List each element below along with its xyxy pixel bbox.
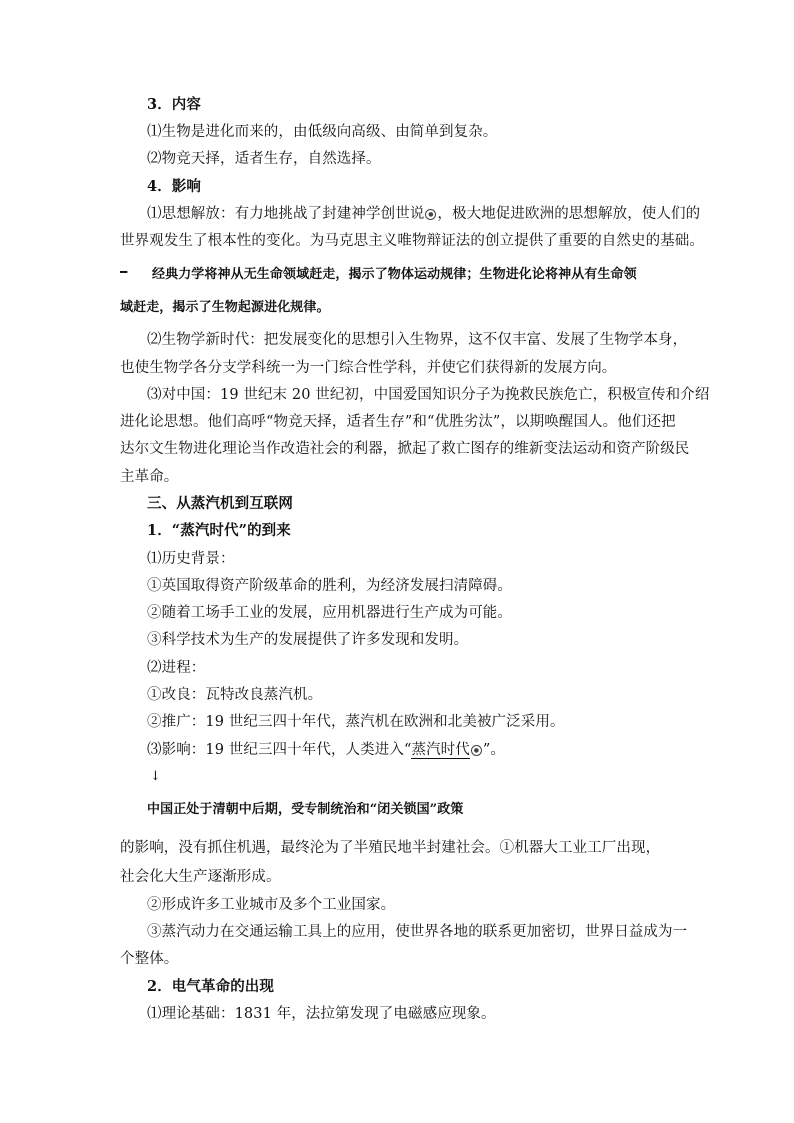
paragraph-line: ⑴生物是进化而来的，由低级向高级、由简单到复杂。 [147, 124, 498, 140]
paragraph-line: 世界观发生了根本性的变化。为马克思主义唯物辩证法的创立提供了重要的自然史的基础。 [120, 233, 704, 249]
subsection-heading: 2．电气革命的出现 [147, 978, 274, 995]
paragraph-line: ③蒸汽动力在交通运输工具上的应用，使世界各地的联系更加密切，世界日益成为一 [147, 924, 688, 940]
note-line: 域赶走，揭示了生物起源进化规律。 [120, 300, 330, 315]
paragraph-line: 主革命。 [120, 469, 179, 485]
paragraph-line: 进化论思想。他们高呼“物竞天择，适者生存”和“优胜劣汰”，以期唤醒国人。他们还把 [120, 414, 676, 430]
paragraph-line: ①改良：瓦特改良蒸汽机。 [147, 687, 323, 703]
underlined-term: 蒸汽时代 [411, 742, 470, 758]
paragraph-line: 社会化大生产逐渐形成。 [120, 869, 281, 885]
note-marker: ━ [120, 265, 128, 279]
paragraph-line: ③科学技术为生产的发展提供了许多发现和发明。 [147, 632, 469, 648]
paragraph-text: ⑴思想解放：有力地挑战了封建神学创世说 [147, 206, 425, 222]
paragraph-line: ⑵生物学新时代：把发展变化的思想引入生物界，这不仅丰富、发展了生物学本身， [147, 332, 688, 348]
annotation-mark-icon: ● [471, 745, 482, 756]
paragraph-line: ①英国取得资产阶级革命的胜利，为经济发展扫清障碍。 [147, 578, 512, 594]
paragraph-text: ”。 [482, 742, 506, 758]
paragraph-line [147, 204, 700, 224]
paragraph-text: ⑶影响：19 世纪三四十年代，人类进入“ [147, 742, 412, 758]
paragraph-line: ⑵物竞天择，适者生存，自然选择。 [147, 151, 381, 167]
paragraph-line: 达尔文生物进化理论当作改造社会的利器，掀起了救亡图存的维新变法运动和资产阶级民 [120, 441, 690, 457]
paragraph-line: ②推广：19 世纪三四十年代，蒸汽机在欧洲和北美被广泛采用。 [147, 714, 565, 730]
paragraph-text: ，极大地促进欧洲的思想解放，使人们的 [437, 206, 701, 222]
down-arrow-icon: ↓ [150, 769, 161, 784]
paragraph-line: ⑵进程： [147, 660, 206, 676]
note-line: 经典力学将神从无生命领域赶走，揭示了物体运动规律；生物进化论将神从有生命领 [152, 267, 637, 282]
paragraph-line: ②形成许多工业城市及多个工业国家。 [147, 897, 396, 913]
paragraph-line: ⑴历史背景： [147, 551, 235, 567]
annotation-mark-icon: ● [425, 209, 436, 220]
note-line: 中国正处于清朝中后期，受专制统治和“闭关锁国”政策 [147, 802, 464, 817]
section-heading: 三、从蒸汽机到互联网 [147, 495, 293, 512]
subsection-heading: 1．“蒸汽时代”的到来 [147, 522, 291, 539]
paragraph-line: ⑶对中国：19 世纪末 20 世纪初，中国爱国知识分子为挽救民族危亡，积极宣传和介绍 [147, 387, 710, 403]
paragraph-line: ⑴理论基础：1831 年，法拉第发现了电磁感应现象。 [147, 1006, 496, 1022]
heading-influence: 4．影响 [147, 178, 201, 195]
paragraph-line: 个整体。 [120, 951, 179, 967]
paragraph-line [147, 740, 505, 760]
paragraph-line: 也使生物学各分支学科统一为一门综合性学科，并使它们获得新的发展方向。 [120, 360, 617, 376]
heading-content: 3．内容 [147, 96, 201, 113]
paragraph-line: 的影响，没有抓住机遇，最终沦为了半殖民地半封建社会。①机器大工业工厂出现， [120, 840, 661, 856]
paragraph-line: ②随着工场手工业的发展，应用机器进行生产成为可能。 [147, 605, 512, 621]
